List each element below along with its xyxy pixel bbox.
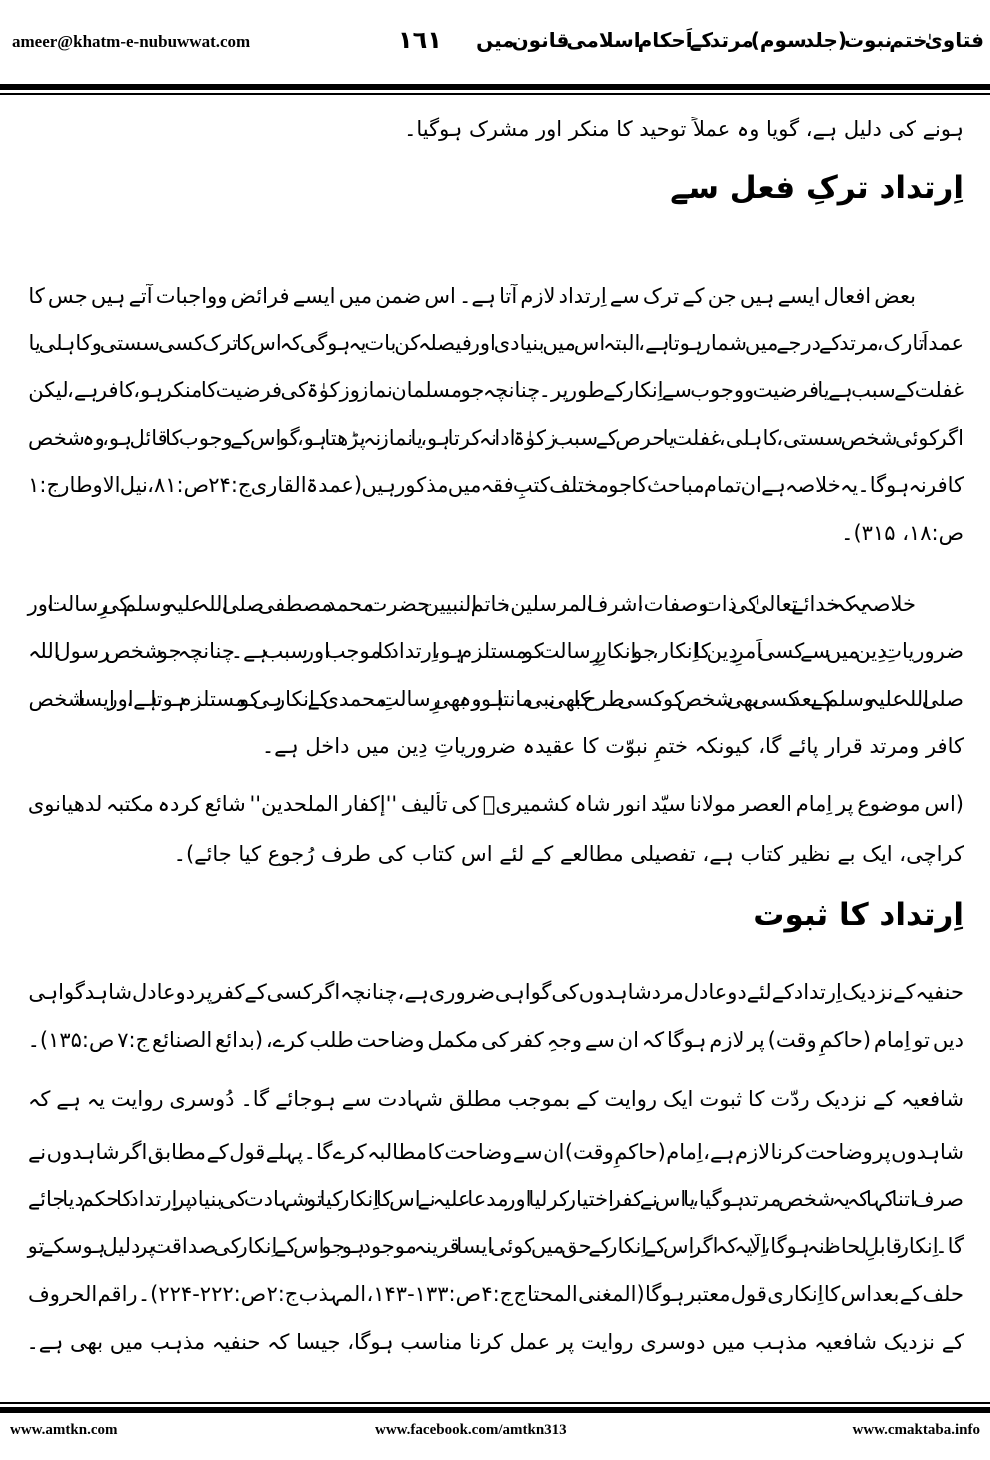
page-number: ١٦١ — [398, 26, 442, 54]
paragraph-line: عمداً تارک، مرتد کے درجے میں شمار ہوتا ہے، البتہ اس میں بنیادی اور فیصلہ کن بات یہ ہوگی کہ اس کا ترک کسی سستی وکاہلی یا — [28, 331, 964, 355]
intro-line: ہونے کی دلیل ہے، گویا وہ عملاً توحید کا منکر اور مشرک ہوگیا۔ — [404, 117, 964, 141]
footer-link-cmaktaba[interactable]: www.cmaktaba.info — [852, 1422, 980, 1438]
section-heading: اِرتداد کا ثبوت — [753, 897, 964, 933]
header-rule-thin — [0, 93, 990, 95]
paragraph-line: شافعیہ کے نزدیک ردّت کا ثبوت ایک روایت کے بموجب مطلق شہادت سے ہوجائے گا۔ دُوسری روایت یہ ہے کہ — [28, 1087, 964, 1111]
footer-rule-thin — [0, 1402, 990, 1404]
paragraph-line: حلف کے بعد اس کا اِنکاری قول معتبر ہوگا (المغنی المحتاج ج:۴ ص:۱۳۳-۱۴۳، المہذب ج:۲ ص:۲۲۲-۲۲۴)۔ راقم الحروف — [27, 1282, 964, 1306]
header-rule-thick — [0, 84, 990, 90]
paragraph-line: گا۔ اِنکار قابلِ لحاظ نہ ہوگا، اِلَّا یہ کہ اگر اس کے اِنکار کے حق میں کوئی ایسا قرینہ موجود ہو جو اس کے اِنکار کی صداقت پر دلیل ہوسکے تو — [27, 1234, 964, 1258]
paragraph-line: (اس موضوع پر اِمام العصر مولانا سیّد انور شاہ کشمیریؒ کی تألیف ''إکفار الملحدین'' شائع کردہ مکتبہ لدھیانوی — [27, 792, 964, 816]
paragraph-line: غفلت کے سبب ہے یا فرضیت ووجوب سے اِنکار کے طور پر۔ چنانچہ جو مسلمان نماز وزکوٰۃ کی فرضیت کا منکر ہو، کافر ہے، لیکن — [28, 378, 964, 402]
section-heading: اِرتداد ترکِ فعل سے — [670, 170, 964, 206]
paragraph-line: ص:۱۸، ۳۱۵)۔ — [841, 521, 964, 545]
paragraph-line: کافر نہ ہوگا۔ یہ خلاصہ ہے ان تمام مباحث کا جو مختلف کتبِ فقہ میں مذکور ہیں (عمدۃ القاری ج:۲۴ ص:۸۱، نیل الاوطار ج:۱ — [28, 473, 964, 497]
paragraph-line: اگر کوئی شخص سستی، کاہلی، غفلت یا حرص کے سبب زکوٰۃ ادا نہ کرتا ہو، یا نماز نہ پڑھتا ہو، گو اس کے وجوب کا قائل ہو، وہ شخص — [27, 426, 964, 450]
book-title: فتاویٰ ختمِ نبوت (جلد سوم) مرتد کے اَحکام اسلامی قانون میں — [476, 28, 984, 52]
paragraph-line: صلی اللہ علیہ وسلم کے بعد کسی بھی شخص کو، کسی طرح کا بھی نبی مانتا ہو، وہ بھی رِسالتِ محمدی کے اِنکار ہی کو مستلزم ہوتا ہے، اور ایسا شخص — [28, 687, 964, 711]
paragraph-line: کراچی، ایک بے نظیر کتاب ہے، تفصیلی مطالعے کے لئے اس کتاب کی طرف رُجوع کیا جائے)۔ — [173, 842, 964, 866]
paragraph-line: بعض افعال ایسے ہیں جن کے ترک سے اِرتداد لازم آتا ہے۔ اس ضمن میں ایسے فرائض وواجبات آتے ہیں جس کا — [28, 284, 916, 308]
paragraph-line: کے نزدیک شافعیہ مذہب میں دوسری روایت پر عمل کرنا مناسب ہوگا، جیسا کہ حنفیہ مذہب میں بھی ہے۔ — [26, 1330, 964, 1354]
paragraph-line: خلاصہ یہ کہ خدائے تعالیٰ کی ذات وصفات، اشرف المرسلین، خاتم النبیین حضرت محمد مصطفی صلی اللہ علیہ وسلم کی رِسالت اور — [27, 592, 916, 616]
paragraph-line: ضروریاتِ دِین میں سے کسی اَمرِ دِین کا اِنکار، جو اِنکارِ رِسالت کو مستلزم ہو، اِرتداد کا موجب اور سبب ہے۔ چنانچہ جو شخص رسول اللہ — [28, 639, 964, 663]
footer-link-website[interactable]: www.amtkn.com — [10, 1422, 118, 1438]
footer-rule-thick — [0, 1407, 990, 1413]
paragraph-line: صرف اتنا کہا کہ یہ شخص مرتد ہوگیا، یا اس نے کفر اختیار کرلیا اور مدعا علیہ نے اس کا اِنکار کیا تو شہادت کی بنیاد پر اِرتداد کا حکم دیا جائے — [27, 1187, 964, 1211]
footer-link-facebook[interactable]: www.facebook.com/amtkn313 — [375, 1422, 567, 1438]
paragraph-line: شاہدوں پر وضاحت کرنا لازم ہے، اِمام (حاکمِ وقت) ان سے وضاحت کا مطالبہ کرے گا۔ پہلے قول کے مطابق اگر شاہدوں نے — [27, 1140, 964, 1164]
paragraph-line: کافر ومرتد قرار پائے گا، کیونکہ ختمِ نبوّت کا عقیدہ ضروریاتِ دِین میں داخل ہے۔ — [261, 734, 964, 758]
header-email: ameer@khatm-e-nubuwwat.com — [12, 32, 251, 51]
paragraph-line: حنفیہ کے نزدیک اِرتداد کے لئے دو عادل مرد شاہدوں کی گواہی ضروری ہے، چنانچہ اگر کسی کے کفر پر دو عادل شاہد گواہی — [28, 980, 964, 1004]
paragraph-line: دیں تو اِمام (حاکمِ وقت) پر لازم ہوگا کہ ان سے وجہِ کفر کی مکمل وضاحت طلب کرے، (بدائع الصنائع ج:۷ ص:۱۳۵)۔ — [27, 1028, 964, 1052]
